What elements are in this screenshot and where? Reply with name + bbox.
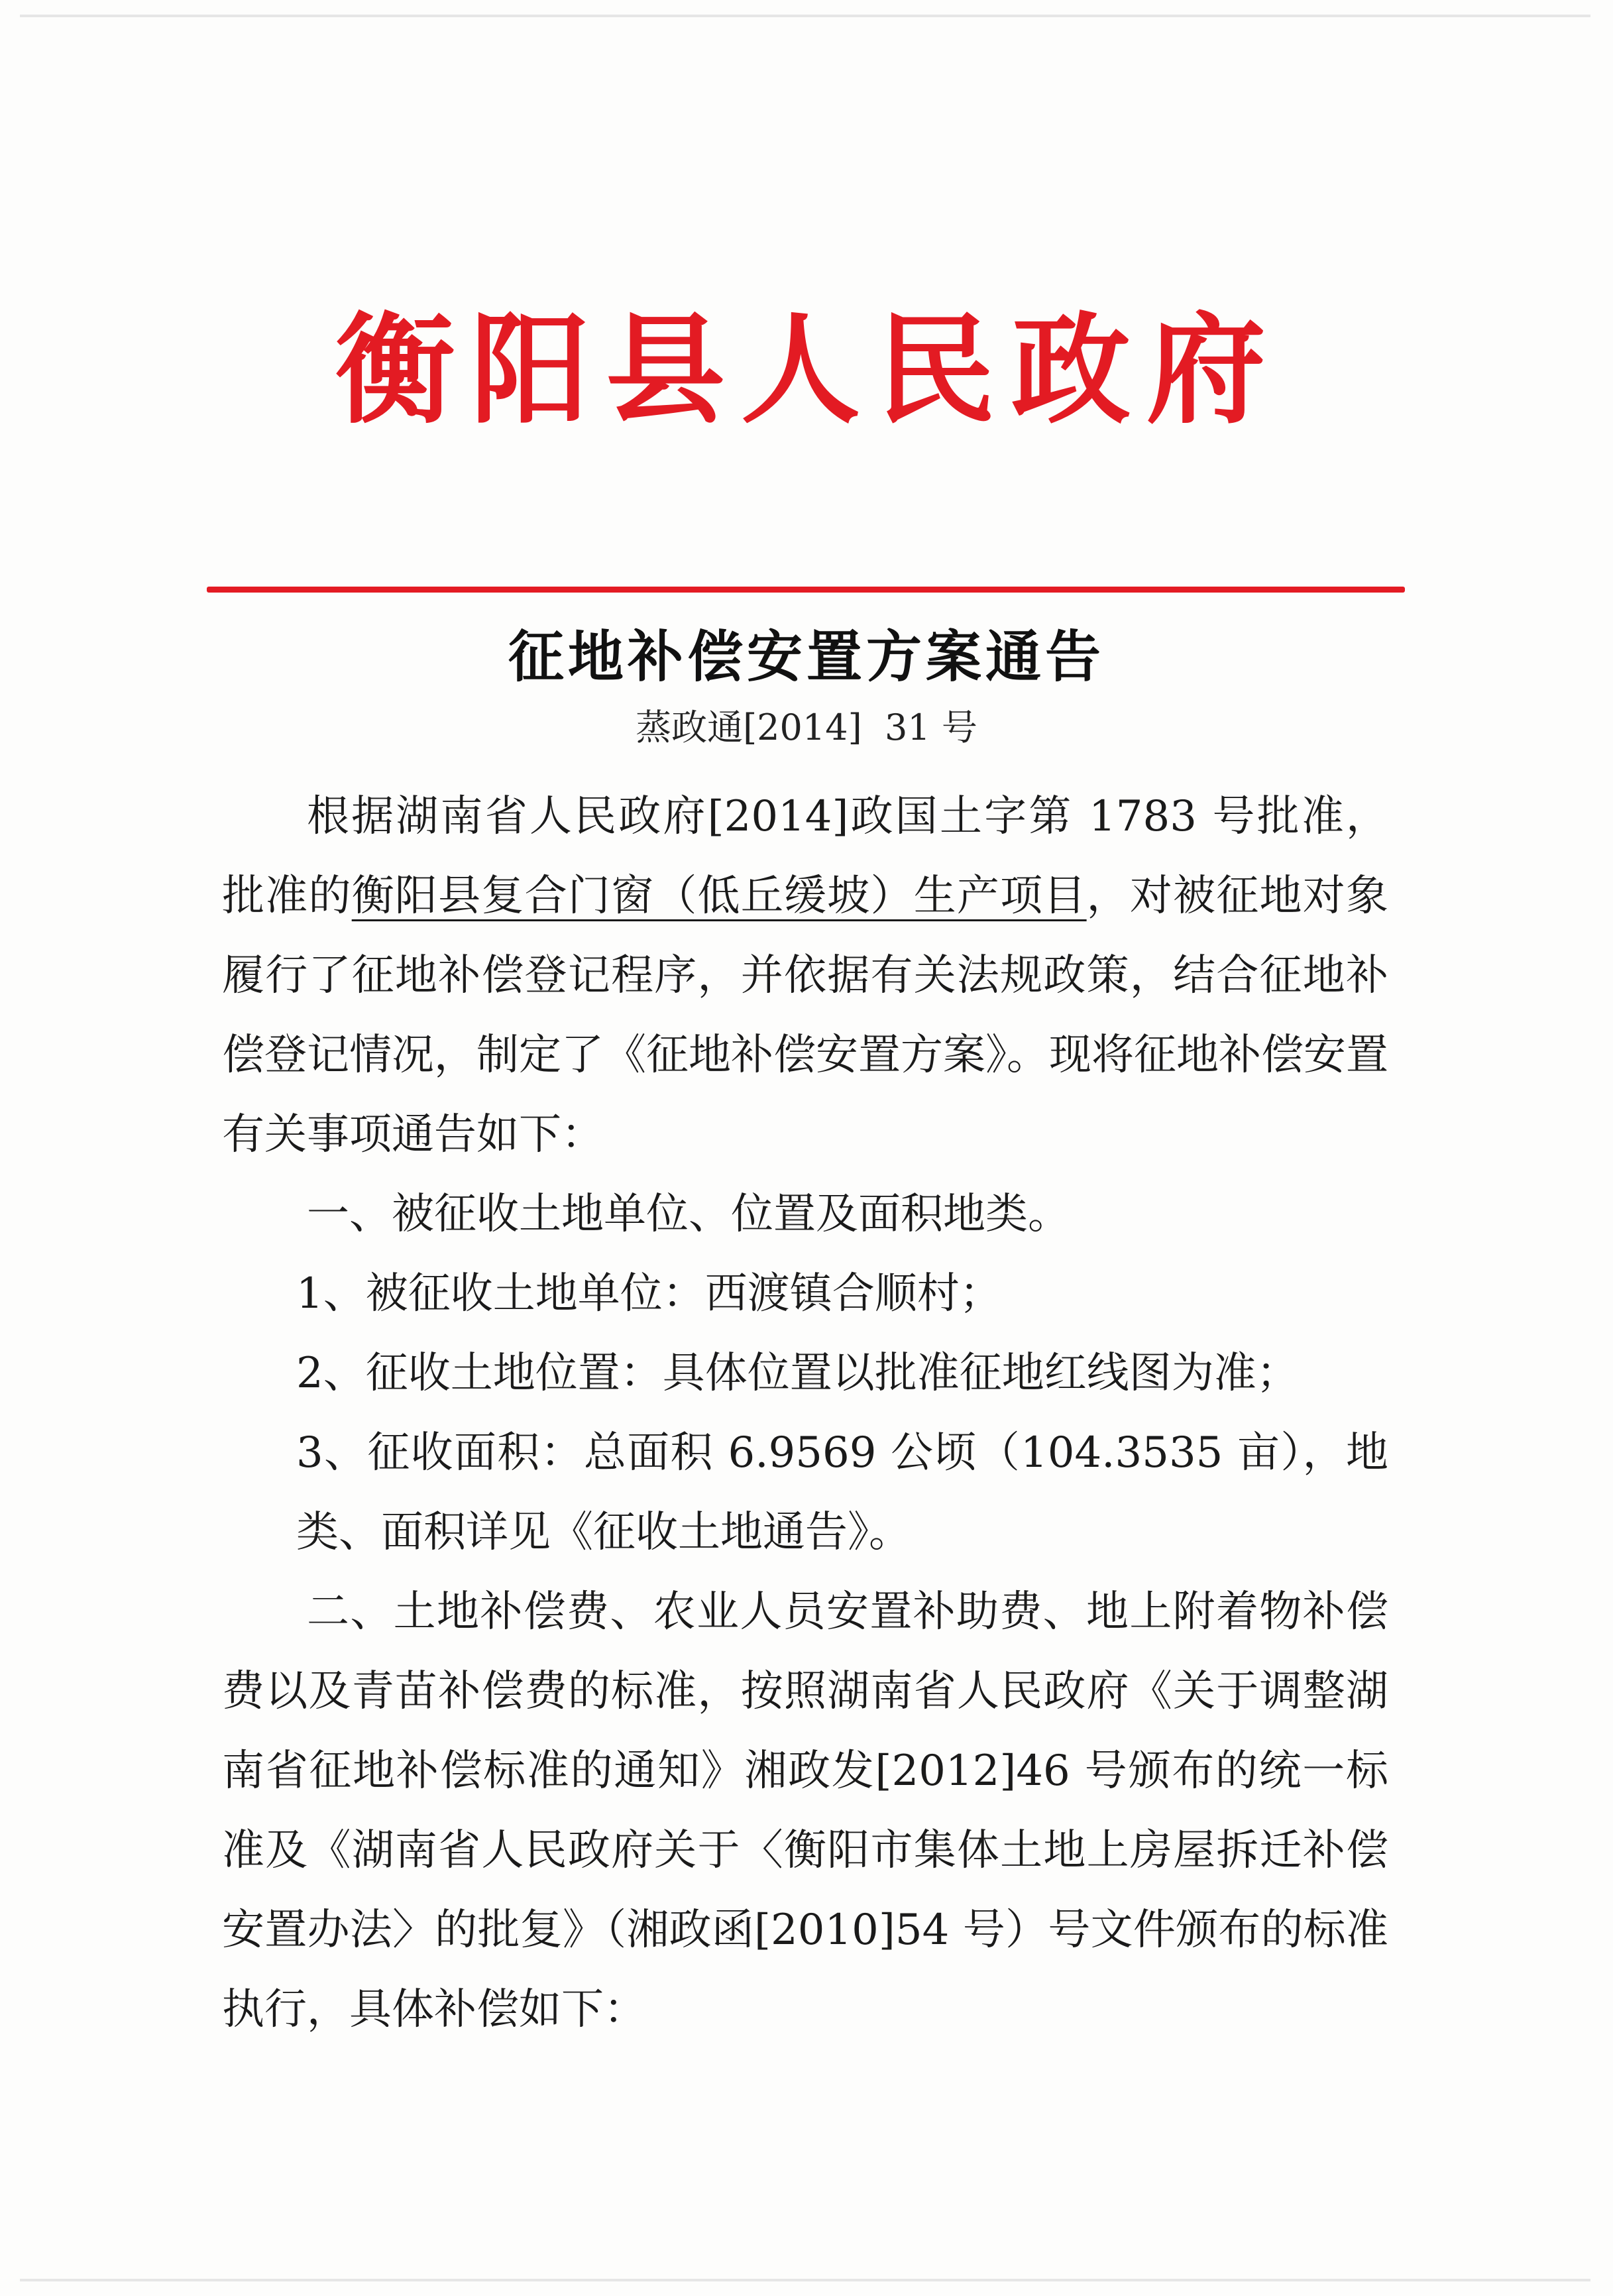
- issuer-header: 衡阳县人民政府: [335, 302, 1282, 440]
- scan-edge-bottom: [20, 2279, 1590, 2281]
- document-title: 征地补偿安置方案通告: [508, 624, 1105, 689]
- section-1-item-1: 1、被征收土地单位：西渡镇合顺村；: [296, 1269, 1002, 1318]
- intro-text-b: ，对被征地对象履行了征地补偿登记程序，并依据有关法规政策，结合征地补偿登记情况，制定了《征地补偿安置方案》。现将征地补偿安置有关事项通告如下：: [222, 872, 1389, 1159]
- red-divider-line: [207, 587, 1405, 593]
- scan-edge-top: [20, 15, 1590, 17]
- section-1-item-2: 2、征收土地位置：具体位置以批准征地红线图为准；: [296, 1349, 1299, 1398]
- section-1-item-3: 3、征收面积：总面积 6.9569 公顷（104.3535 亩），地类、面积详见《征收土地通告》。: [296, 1428, 1388, 1557]
- section-2-paragraph: 二、土地补偿费、农业人员安置补助费、地上附着物补偿费以及青苗补偿费的标准，按照湖南省人民政府《关于调整湖南省征地补偿标准的通知》湘政发[2012]46 号颁布的统一标准及《湖南省人民政府关于〈衡阳市集体土地上房屋拆迁补偿安置办法〉的批复》（湘政函[2010]54 号）号文件颁布的标准执行，具体补偿如下：: [222, 1587, 1388, 2034]
- document-number: 蒸政通[2014] 31 号: [636, 707, 977, 748]
- section-1-heading: 一、被征收土地单位、位置及面积地类。: [307, 1190, 1070, 1239]
- document-body: [222, 777, 1388, 2049]
- intro-text-a: 根据湖南省人民政府[2014]政国土字第 1783 号批准，批准的: [222, 792, 1388, 921]
- paragraph-intro: [222, 777, 1388, 1175]
- project-name: 衡阳县复合门窗（低丘缓坡）生产项目: [351, 872, 1087, 921]
